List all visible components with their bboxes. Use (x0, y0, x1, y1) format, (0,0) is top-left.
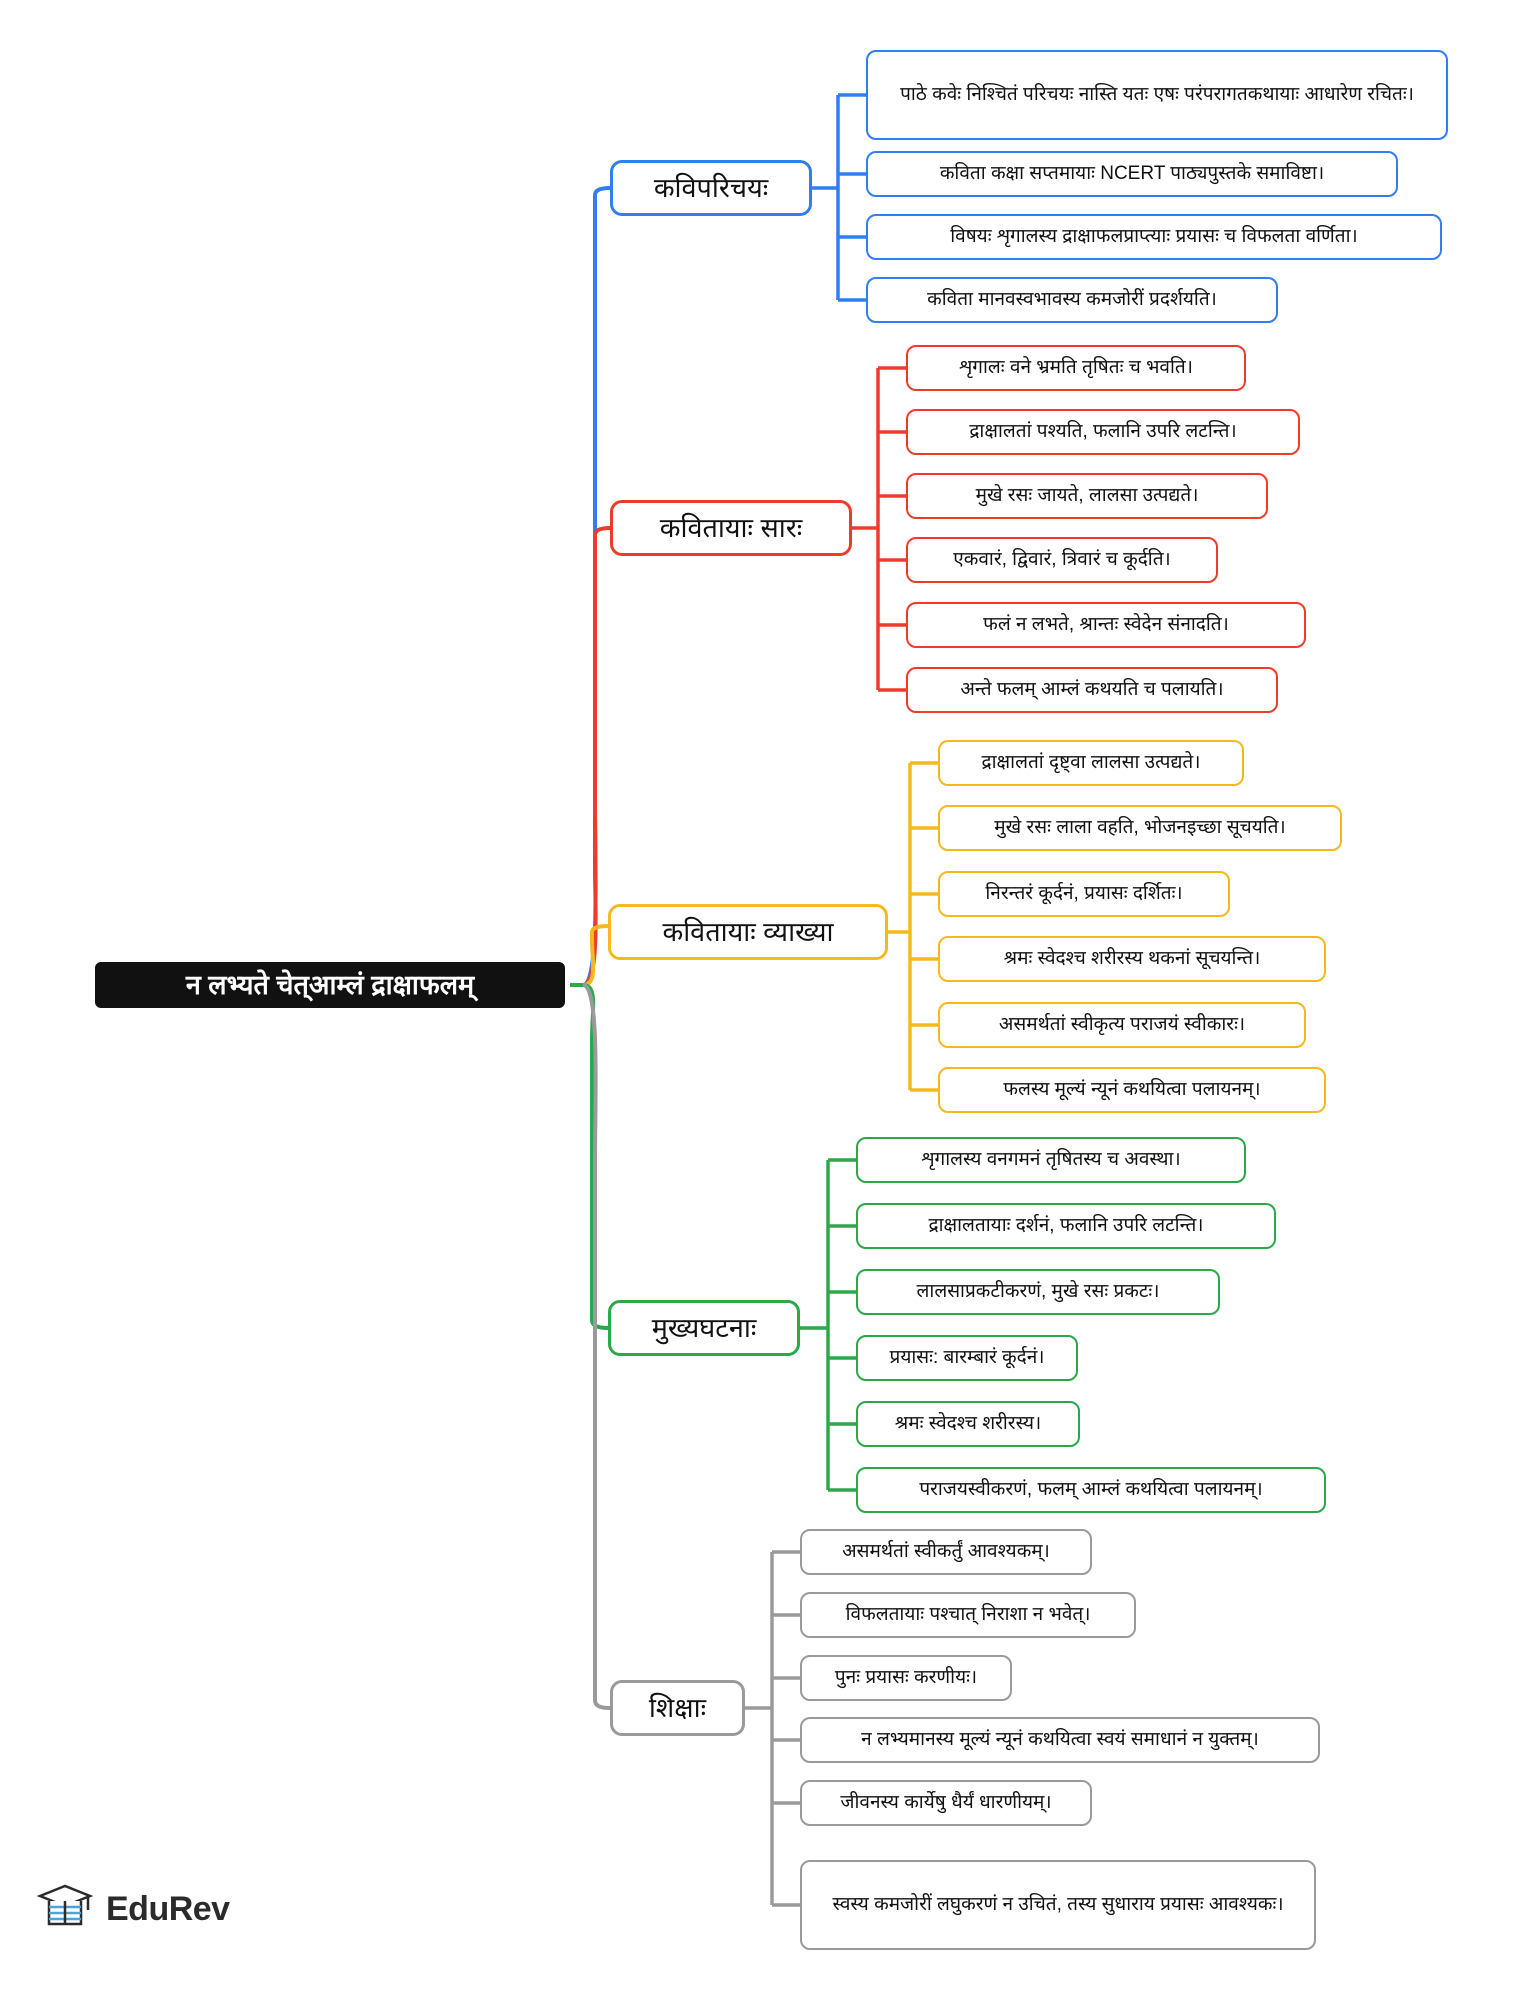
leaf-label: शृगालः वने भ्रमति तृषितः च भवति। (959, 357, 1193, 379)
leaf-node[interactable] (856, 1335, 1078, 1381)
leaf-label: फलं न लभते, श्रान्तः स्वेदेन संनादति। (983, 614, 1229, 636)
leaf-label: विफलतायाः पश्चात् निराशा न भवेत्। (845, 1604, 1091, 1626)
leaf-label: निरन्तरं कूर्दनं, प्रयासः दर्शितः। (985, 883, 1183, 905)
leaf-node[interactable] (866, 151, 1398, 197)
leaf-node[interactable] (938, 1067, 1326, 1113)
leaf-label: पराजयस्वीकरणं, फलम् आम्लं कथयित्वा पलायनम्। (919, 1479, 1263, 1501)
leaf-label: जीवनस्य कार्येषु धैर्यं धारणीयम्। (840, 1792, 1052, 1814)
leaf-node[interactable] (906, 602, 1306, 648)
leaf-node[interactable] (866, 214, 1442, 260)
leaf-node[interactable] (800, 1717, 1320, 1763)
leaf-node[interactable] (906, 409, 1300, 455)
leaf-label: असमर्थतां स्वीकर्तुं आवश्यकम्। (842, 1541, 1050, 1563)
branch-label: कविपरिचयः (653, 172, 769, 203)
leaf-node[interactable] (866, 50, 1448, 140)
leaf-node[interactable] (938, 740, 1244, 786)
leaf-node[interactable] (938, 871, 1230, 917)
leaf-node[interactable] (800, 1655, 1012, 1701)
branch-label: मुख्यघटनाः (651, 1312, 757, 1343)
leaf-label: श्रमः स्वेदश्च शरीरस्य थकनां सूचयन्ति। (1003, 948, 1261, 970)
leaf-label: न लभ्यमानस्य मूल्यं न्यूनं कथयित्वा स्वयं समाधानं न युक्तम्। (861, 1729, 1259, 1751)
leaf-node[interactable] (800, 1529, 1092, 1575)
root-label: न लभ्यते चेत्आम्लं द्राक्षाफलम् (185, 969, 475, 1000)
branch-node-kaviparichayah[interactable] (610, 160, 812, 216)
leaf-label: विषयः शृगालस्य द्राक्षाफलप्राप्त्याः प्रयासः च विफलता वर्णिता। (950, 226, 1358, 248)
branch-node-kavitayah-vyakhya[interactable] (608, 904, 888, 960)
branch-node-mukhyaghatanah[interactable] (608, 1300, 800, 1356)
leaf-label: श्रमः स्वेदश्च शरीरस्य। (894, 1413, 1042, 1435)
branch-label: कवितायाः सारः (659, 512, 803, 543)
leaf-node[interactable] (800, 1780, 1092, 1826)
leaf-node[interactable] (800, 1860, 1316, 1950)
leaf-node[interactable] (938, 1002, 1306, 1048)
branch-node-shikshah[interactable] (610, 1680, 745, 1736)
leaf-node[interactable] (938, 936, 1326, 982)
leaf-label: पुनः प्रयासः करणीयः। (834, 1667, 978, 1689)
edurev-wordmark: EduRev (106, 1890, 230, 1928)
leaf-node[interactable] (856, 1269, 1220, 1315)
root-node[interactable] (95, 962, 565, 1008)
leaf-node[interactable] (866, 277, 1278, 323)
leaf-label: प्रयासः: बारम्बारं कूर्दनं। (889, 1347, 1045, 1369)
leaf-node[interactable] (856, 1137, 1246, 1183)
graduation-cap-icon (36, 1880, 94, 1939)
leaf-node[interactable] (906, 473, 1268, 519)
leaf-label: एकवारं, द्विवारं, त्रिवारं च कूर्दति। (953, 549, 1171, 571)
leaf-node[interactable] (906, 667, 1278, 713)
leaf-label: पाठे कवेः निश्चितं परिचयः नास्ति यतः एषः परंपरागतकथायाः आधारेण रचितः। (900, 84, 1414, 106)
leaf-label: फलस्य मूल्यं न्यूनं कथयित्वा पलायनम्। (1003, 1079, 1261, 1101)
leaf-label: शृगालस्य वनगमनं तृषितस्य च अवस्था। (921, 1149, 1181, 1171)
leaf-node[interactable] (906, 537, 1218, 583)
leaf-node[interactable] (856, 1467, 1326, 1513)
leaf-label: अन्ते फलम् आम्लं कथयति च पलायति। (960, 679, 1224, 701)
leaf-node[interactable] (856, 1401, 1080, 1447)
leaf-node[interactable] (938, 805, 1342, 851)
leaf-node[interactable] (856, 1203, 1276, 1249)
leaf-label: द्राक्षालतां दृष्ट्वा लालसा उत्पद्यते। (981, 752, 1201, 774)
branch-label: शिक्षाः (648, 1692, 707, 1723)
leaf-label: असमर्थतां स्वीकृत्य पराजयं स्वीकारः। (998, 1014, 1246, 1036)
branch-label: कवितायाः व्याख्या (662, 916, 834, 947)
branch-node-kavitayah-sarah[interactable] (610, 500, 852, 556)
leaf-label: मुखे रसः लाला वहति, भोजनइच्छा सूचयति। (994, 817, 1286, 839)
edurev-logo (36, 1880, 230, 1939)
leaf-node[interactable] (800, 1592, 1136, 1638)
leaf-label: स्वस्य कमजोरीं लघुकरणं न उचितं, तस्य सुधाराय प्रयासः आवश्यकः। (832, 1894, 1284, 1916)
leaf-label: द्राक्षालतायाः दर्शनं, फलानि उपरि लटन्ति। (928, 1215, 1204, 1237)
leaf-label: कविता कक्षा सप्तमायाः NCERT पाठ्यपुस्तके समाविष्टा। (939, 163, 1325, 185)
leaf-label: कविता मानवस्वभावस्य कमजोरीं प्रदर्शयति। (927, 289, 1217, 311)
leaf-node[interactable] (906, 345, 1246, 391)
leaf-label: लालसाप्रकटीकरणं, मुखे रसः प्रकटः। (916, 1281, 1160, 1303)
leaf-label: मुखे रसः जायते, लालसा उत्पद्यते। (975, 485, 1199, 507)
leaf-label: द्राक्षालतां पश्यति, फलानि उपरि लटन्ति। (969, 421, 1237, 443)
